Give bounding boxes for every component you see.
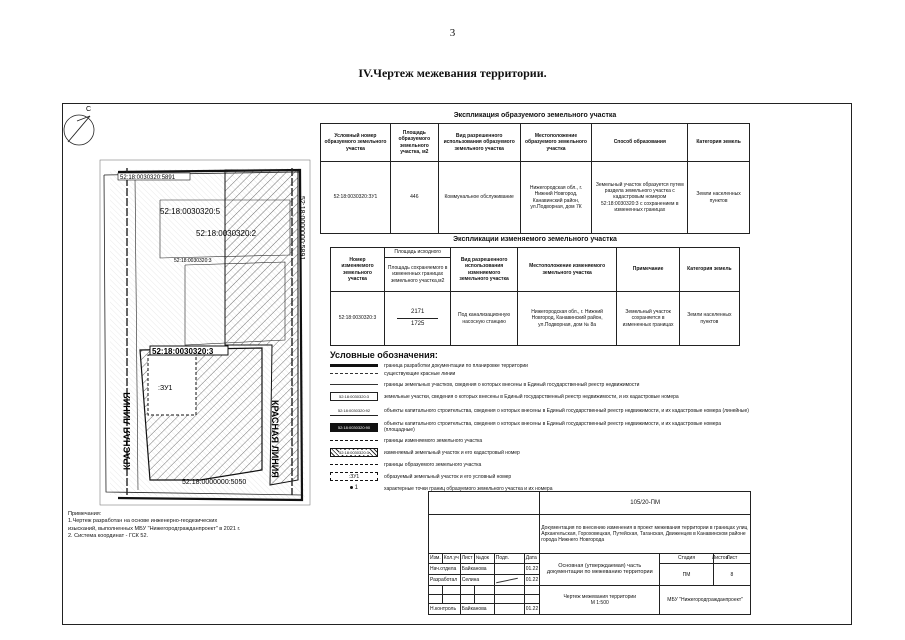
table-cell: 52:18:0030320:ЗУ1 (321, 162, 391, 234)
stamp-col: Изм. (429, 553, 443, 564)
stamp-drawing-title: Чертеж межевания территории (563, 593, 636, 600)
stamp-name: Байканова (460, 564, 494, 575)
notes-title: Примечания: (68, 511, 102, 517)
note-line: изысканий, выполненных МБУ "Нижегородгражданпроект" в 2021 г. (68, 525, 241, 532)
point-number: 1 (354, 485, 358, 491)
table-header: Местоположение образуемого земельного участка (520, 124, 592, 162)
cad-label: 52:18:0030320:2 (196, 229, 257, 238)
table-header: Категория земель (688, 124, 750, 162)
legend-item (330, 446, 750, 459)
legend-label: образуемый земельный участок и его условный номер (384, 473, 512, 480)
table-header: Примечание (617, 248, 679, 292)
document-title: IV.Чертеж межевания территории. (358, 66, 547, 80)
title-block (428, 491, 751, 615)
legend-label: объекты капитального строительства, сведения о которых внесены в Единый государственный реестр недвижимости, и их кадастровые номера (площадные) (384, 421, 722, 433)
table-cell: Земельный участок сохраняется в измененных границах (617, 292, 679, 346)
notes (68, 511, 308, 541)
legend-title: Условные обозначения: (330, 350, 438, 360)
stamp-description: Документация по внесению изменения в проект межевания территории в границах улиц Архангельская, Гороховецкая, Путейская, Таганская, Движенцев в Канавинском районе города Нижнего Новгорода (540, 515, 751, 553)
legend-symbol (330, 436, 378, 445)
point-icon (350, 486, 353, 489)
stamp-col: Лист (460, 553, 474, 564)
legend-label: границы изменяемого земельного участка (384, 437, 483, 444)
signature-icon (496, 578, 518, 584)
cad-label: 52:18:0030320:5 (160, 207, 221, 216)
stamp-name: Селина (460, 575, 494, 586)
stamp-code: 105/20-ПМ (540, 492, 751, 515)
table-cell: Земли населенных пунктов (688, 162, 750, 234)
stamp-stage-header: Стадия (660, 553, 714, 564)
legend-label: границы земельных участков, сведения о которых внесены в Единый государственный реестр недвижимости (384, 381, 640, 388)
stamp-sheet: 8 (713, 564, 750, 586)
note-line: 2. Система координат - ГСК 52. (68, 533, 149, 540)
stamp-drawing (540, 585, 660, 614)
north-arrow-icon (64, 115, 94, 145)
legend-item (330, 435, 750, 446)
legend-item (330, 390, 750, 403)
stamp-date: 01.22 (524, 575, 540, 586)
stamp-sheets-header: Листов (712, 555, 729, 561)
stamp-sheet-header: Лист (713, 553, 750, 564)
legend-symbol: 52:18:0030320:92 (330, 407, 378, 416)
legend-label: граница разработки документации по планировке территории (384, 362, 528, 369)
stamp-role: Разработал (429, 575, 461, 586)
table-header: Местоположение изменяемого земельного участка (517, 248, 617, 292)
table-cell: 2171 (397, 307, 438, 320)
stamp-col: №док (474, 553, 494, 564)
table-header: Площадь образуемого земельного участка, м2 (390, 124, 438, 162)
stamp-name: Байканова (460, 604, 494, 615)
stamp-col: Подп. (494, 553, 524, 564)
page-number: 3 (449, 27, 456, 39)
legend (330, 350, 750, 494)
stamp-role: Н.контроль (429, 604, 461, 615)
stamp-stage: ПМ (660, 564, 714, 586)
legend-item (330, 403, 750, 419)
legend-label: границы образуемого земельного участка (384, 461, 482, 468)
cad-label: 52:18:0030320:3 (152, 347, 214, 356)
legend-label: земельные участки, сведения о которых внесены в Единый государственный реестр недвижимости, и их кадастровые номера (384, 393, 679, 400)
table-header: Условный номер образуемого земельного участка (321, 124, 391, 162)
legend-symbol (330, 448, 378, 457)
table2-title: Экспликации изменяемого земельного участка (453, 236, 617, 243)
stamp-col: Кол.уч (442, 553, 460, 564)
legend-item (330, 470, 750, 483)
cad-label: 52:18:0000000:5050 (182, 479, 247, 486)
legend-symbol (330, 460, 378, 469)
table1-title: Экспликация образуемого земельного участка (453, 112, 617, 119)
legend-label: существующие красные линии (384, 370, 456, 377)
stamp-section: Основная (утверждаемая) часть документации по межеванию территории (540, 553, 660, 585)
cad-label: 52:18:0030320:5891 (120, 175, 176, 181)
table-modified-plot (330, 247, 740, 346)
red-line-label: КРАСНАЯ ЛИНИЯ (270, 400, 280, 478)
legend-label: изменяемый земельный участок и его кадастровый номер (384, 449, 520, 456)
table-cell: Нижегородская обл., г. Нижний Новгород, Канавинский район, ул.Подворная, дом 7К (520, 162, 592, 234)
table-cell: Земли населенных пунктов (679, 292, 739, 346)
zu1-label: :ЗУ1 (158, 385, 173, 392)
stamp-date: 01.22 (524, 564, 540, 575)
stamp-org: МБУ "Нижегородгражданпроект" (660, 585, 751, 614)
table-header: Категория земель (679, 248, 739, 292)
legend-item (330, 368, 750, 379)
red-line-label: КРАСНАЯ ЛИНИЯ (122, 392, 132, 470)
north-label: С (86, 106, 92, 113)
legend-item (330, 459, 750, 470)
table-header: Номер изменяемого земельного участка (331, 248, 385, 292)
table-cell: 52:18:0030320:3 (331, 292, 385, 346)
legend-symbol: 52:18:0030320:3 (330, 392, 378, 401)
table-cell: Нижегородская обл., г. Нижний Новгород, Канавинский район, ул.Подворная, дом № 8а (517, 292, 617, 346)
table-header: Вид разрешенного использования изменяемого земельного участка (451, 248, 517, 292)
legend-item (330, 379, 750, 390)
stamp-date: 01.22 (524, 604, 540, 615)
legend-symbol: 52:18:0030320:90 (330, 423, 378, 432)
table-formed-plot (320, 123, 750, 234)
table-cell: 1725 (411, 321, 425, 327)
cad-label: 52:18:0030320:3 (174, 258, 212, 264)
legend-symbol (330, 380, 378, 389)
table-cell: Под канализационную насосную станцию (451, 292, 517, 346)
cad-label: 52:18:0000000:5891 (298, 196, 305, 261)
table-cell: Земельный участок образуется путем раздела земельного участка с кадастровым номером 52:18:0030320:3 с сохранением в измененных границах (592, 162, 688, 234)
stamp-role: Нач.отдела (429, 564, 461, 575)
stamp-col: Дата (524, 553, 540, 564)
table-header: Способ образования (592, 124, 688, 162)
legend-label: объекты капитального строительства, сведения о которых внесены в Единый государственный реестр недвижимости, и их кадастровые номера (линейные) (384, 408, 749, 414)
legend-symbol-label: 52:18:0030320:3 (338, 450, 370, 455)
legend-symbol: :ЗУ1 (330, 472, 378, 481)
legend-symbol (330, 484, 378, 493)
table-header: Площадь исходного (384, 248, 450, 258)
legend-item (330, 419, 750, 435)
table-cell: 446 (390, 162, 438, 234)
stamp-scale: М 1:500 (590, 599, 609, 606)
table-header: Вид разрешенного использования образуемого земельного участка (438, 124, 520, 162)
legend-label: характерные точки границ образуемого земельного участка и их номера (384, 485, 553, 492)
legend-symbol (330, 369, 378, 378)
note-line: 1.Чертеж разработан на основе инженерно-геодезических (68, 518, 218, 525)
table-header: Площадь сохраняемого в измененных границах земельного участка,м2 (384, 258, 450, 292)
table-cell: Коммунальное обслуживание (438, 162, 520, 234)
